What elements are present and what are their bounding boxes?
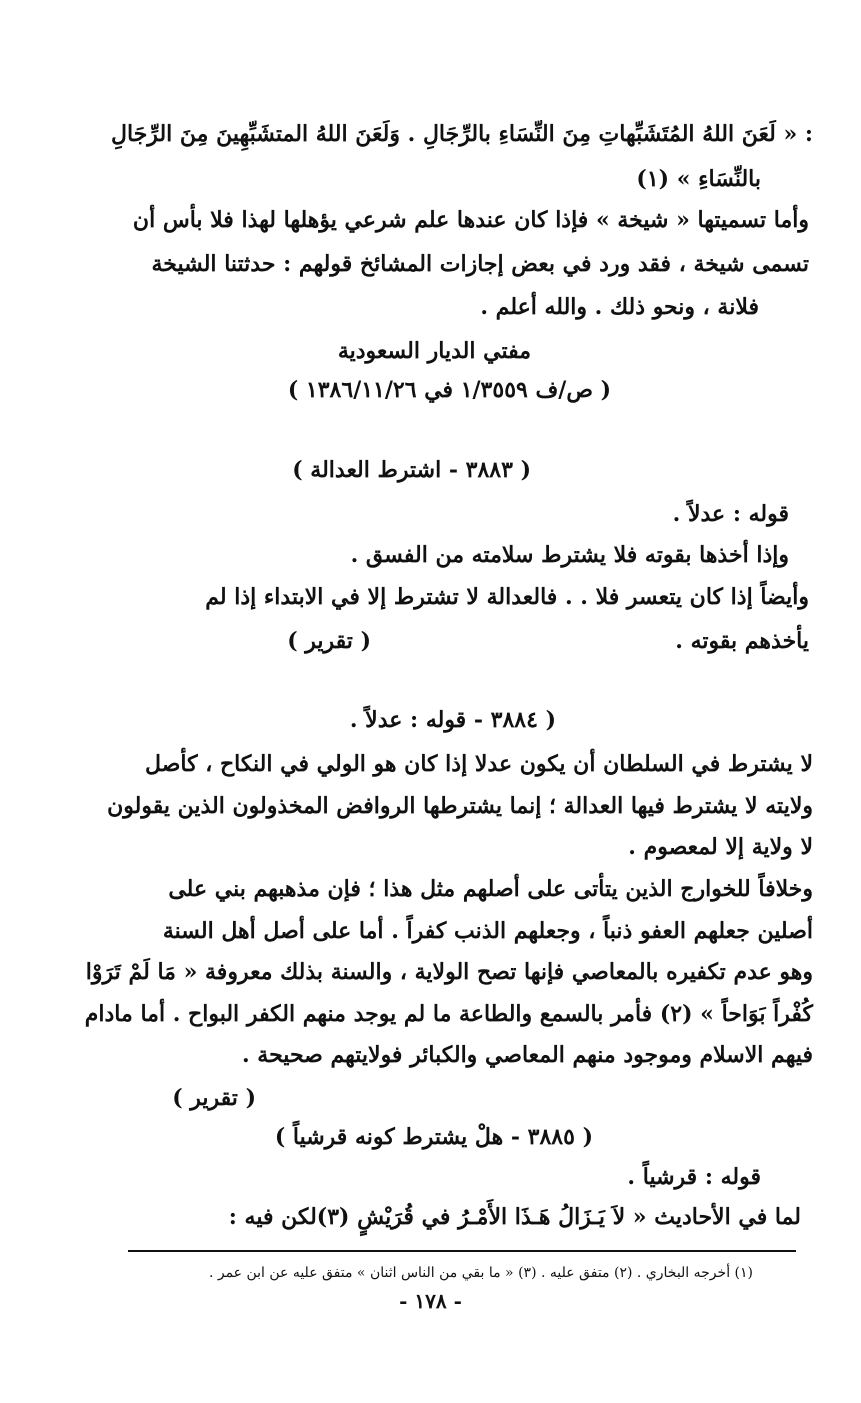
body-line: فيهم الاسلام وموجود منهم المعاصي والكبائر فولايتهم صحيحة . [241, 1042, 813, 1068]
body-line: أصلين جعلهم العفو ذنباً ، وجعلهم الذنب كفراً . أما على أصل أهل السنة [162, 918, 813, 944]
reference: ( ص/ف ١/٣٥٥٩ في ١٣٨٦/١١/٢٦ ) [287, 377, 611, 403]
body-line: كُفْراً بَوَاحاً » (٢) فأمر بالسمع والطاعة ما لم يوجد منهم الكفر البواح . أما مادام [84, 1001, 813, 1027]
body-line: فلانة ، ونحو ذلك . والله أعلم . [480, 294, 759, 320]
body-line: وإذا أخذها بقوته فلا يشترط سلامته من الفسق . [350, 542, 789, 568]
footnotes: (١) أخرجه البخاري . (٢) متفق عليه . (٣) « ما بقي من الناس اثنان » متفق عليه عن ابن عمر . [208, 1265, 753, 1281]
section-heading: ( ٣٨٨٥ - هلْ يشترط كونه قرشياً ) [274, 1124, 593, 1150]
signature: مفتي الديار السعودية [337, 338, 531, 364]
quote-line-2: بالنِّسَاءِ » (١) [636, 166, 761, 192]
body-line: ولايته لا يشترط فيها العدالة ؛ إنما يشترطها الروافض المخذولون الذين يقولون [107, 793, 813, 819]
section-heading: ( ٣٨٨٣ - اشترط العدالة ) [292, 457, 531, 483]
body-line: لا ولاية إلا لمعصوم . [628, 834, 813, 860]
body-line: قوله : عدلاً . [672, 501, 789, 527]
body-line: لا يشترط في السلطان أن يكون عدلا إذا كان هو الولي في النكاح ، كأصل [145, 751, 813, 777]
body-line: لما في الأحاديث « لاَ يَـزَالُ هَـذَا الأَمْـرُ في قُرَيْشٍ (٣)لكن فيه : [228, 1204, 801, 1230]
body-line: تسمى شيخة ، فقد ورد في بعض إجازات المشائخ قولهم : حدثتنا الشيخة [151, 251, 809, 277]
note-label: ( تقرير ) [287, 628, 371, 654]
body-line: وأما تسميتها « شيخة » فإذا كان عندها علم شرعي يؤهلها لهذا فلا بأس أن [132, 207, 809, 233]
body-line: وهو عدم تكفيره بالمعاصي فإنها تصح الولاية ، والسنة بذلك معروفة « مَا لَمْ تَرَوْا [85, 959, 813, 985]
page-number: - ١٧٨ - [399, 1289, 462, 1313]
body-line: وأيضاً إذا كان يتعسر فلا . . فالعدالة لا تشترط إلا في الابتداء إذا لم [205, 584, 809, 610]
body-line: قوله : قرشياً . [627, 1164, 761, 1190]
footnote-divider [128, 1250, 796, 1252]
quote-line-1: : « لَعَنَ اللهُ المُتَشَبِّهاتِ مِنَ النِّسَاءِ بالرِّجَالِ . وَلَعَنَ اللهُ المتشَبِّهِينَ مِنَ الرِّجَالِ [111, 121, 813, 147]
section-heading: ( ٣٨٨٤ - قوله : عدلاً . [349, 707, 556, 733]
note-label: ( تقرير ) [172, 1085, 256, 1111]
body-line: يأخذهم بقوته . [675, 628, 809, 654]
body-line: وخلافاً للخوارج الذين يتأتى على أصلهم مثل هذا ؛ فإن مذهبهم بني على [168, 876, 813, 902]
